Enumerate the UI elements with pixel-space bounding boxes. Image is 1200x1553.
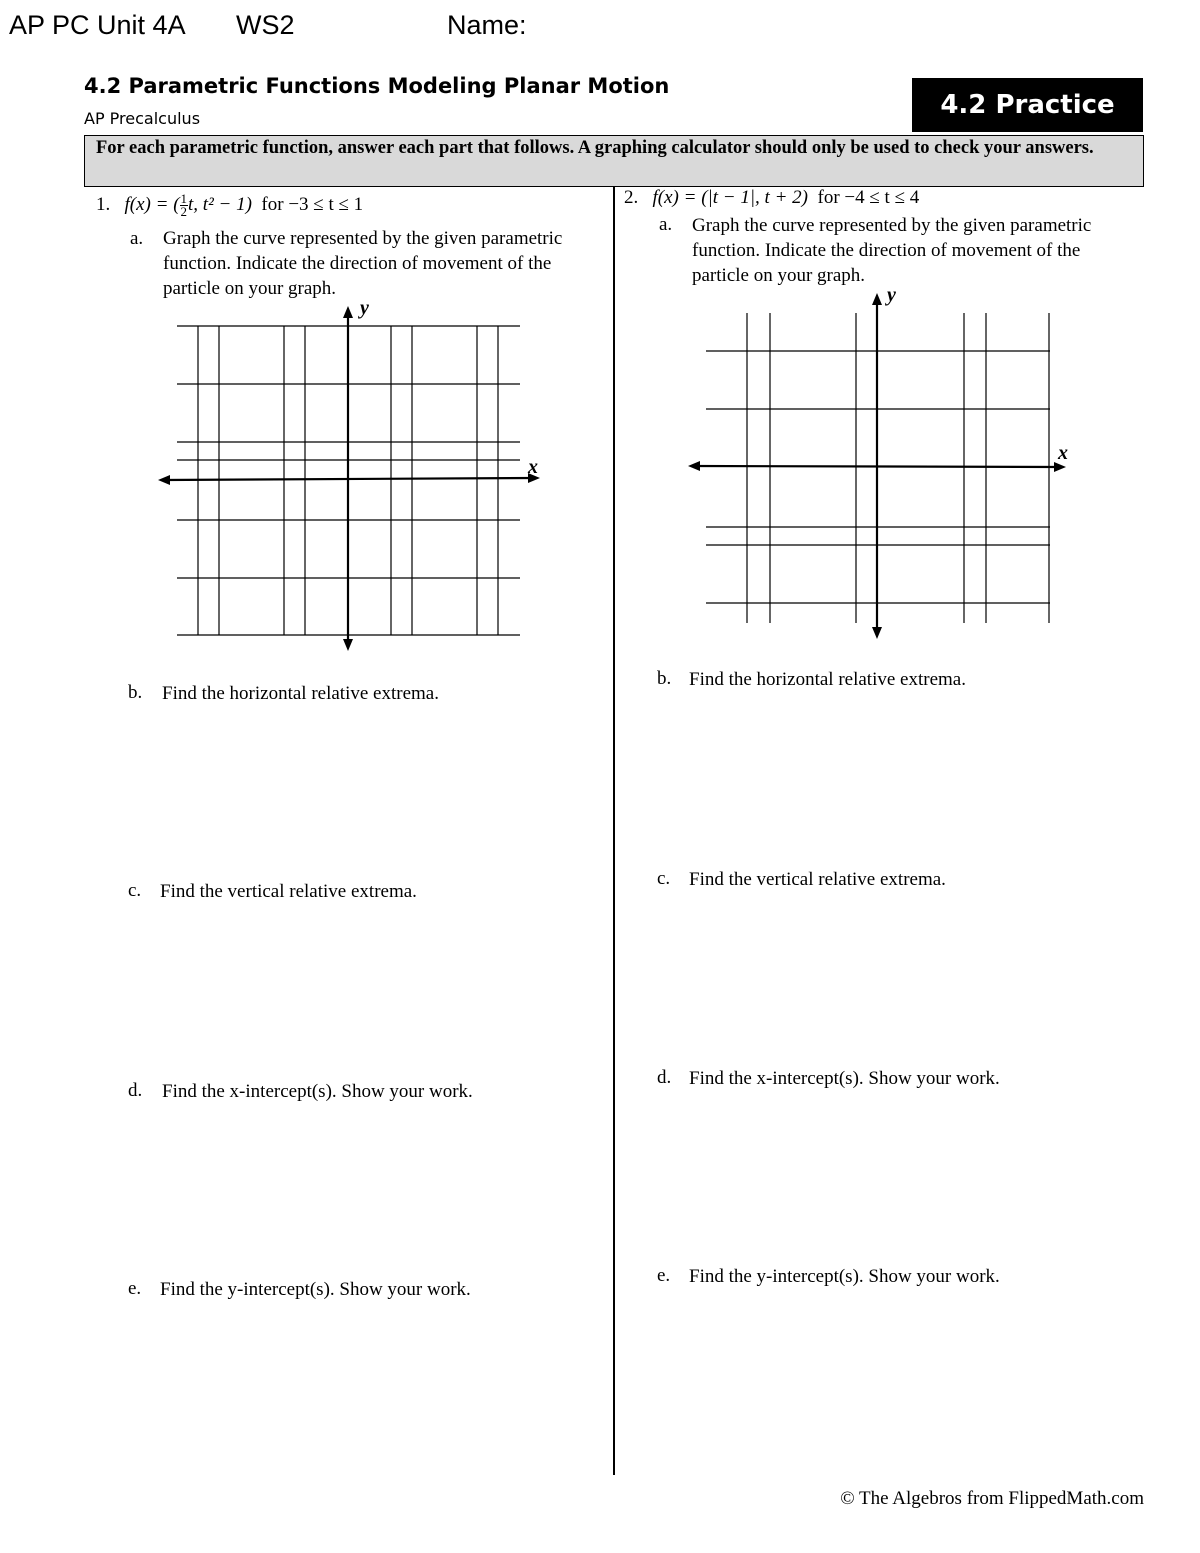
problem-2-number: 2. (624, 187, 639, 208)
x-axis-label: x (1058, 442, 1068, 464)
p1-part-e-label: e. (128, 1278, 142, 1299)
p1-part-c-label: c. (128, 880, 142, 901)
p2-part-b-text: Find the horizontal relative extrema. (689, 669, 966, 690)
p1-part-c-text: Find the vertical relative extrema. (160, 881, 417, 902)
practice-badge: 4.2 Practice (912, 78, 1143, 132)
p2-part-b-label: b. (657, 668, 672, 689)
problem-1-grid[interactable] (150, 298, 550, 658)
p2-part-d-label: d. (657, 1067, 672, 1088)
y-axis-label: y (360, 298, 369, 319)
p2-part-e-text: Find the y-intercept(s). Show your work. (689, 1266, 1000, 1287)
problem-2-grid[interactable] (680, 285, 1080, 645)
column-divider (613, 186, 615, 1475)
unit-label: AP PC Unit 4A (9, 10, 186, 40)
p2-part-a-text: Graph the curve represented by the given parametric function. Indicate the direction of movement of the particle on your graph. (692, 215, 1092, 286)
fraction-numerator: 1 (180, 191, 188, 206)
p1-part-a-text: Graph the curve represented by the given parametric function. Indicate the direction of movement of the particle on your graph. (163, 228, 563, 299)
p2-part-c-text: Find the vertical relative extrema. (689, 869, 946, 890)
y-axis-label: y (887, 285, 896, 306)
y-axis-arrow-up (872, 293, 882, 305)
problem-1-function-lhs: f(x) = ( (124, 193, 180, 215)
p2-part-e-label: e. (657, 1265, 671, 1286)
problem-2-function: f(x) = (|t − 1|, t + 2) (652, 187, 808, 208)
problem-1-domain: for −3 ≤ t ≤ 1 (261, 193, 364, 215)
name-label: Name: (447, 10, 527, 40)
y-axis-arrow-up (343, 306, 353, 318)
p1-part-d-label: d. (128, 1080, 143, 1101)
p1-part-a-label: a. (130, 228, 144, 249)
problem-2-statement (624, 187, 919, 209)
problem-2-domain: for −4 ≤ t ≤ 4 (817, 187, 920, 208)
copyright-footer: © The Algebros from FlippedMath.com (840, 1488, 1144, 1509)
x-axis-arrow-left (688, 461, 700, 471)
y-axis-arrow-down (343, 639, 353, 651)
problem-1-statement (96, 193, 363, 218)
problem-1-number: 1. (96, 193, 111, 215)
problem-1-function-rest: t, t² − 1) (188, 193, 252, 215)
problem-1-fraction (180, 193, 189, 218)
p2-part-d-text: Find the x-intercept(s). Show your work. (689, 1068, 1000, 1089)
p1-part-d-text: Find the x-intercept(s). Show your work. (162, 1081, 473, 1102)
fraction-denominator: 2 (180, 204, 188, 219)
p1-part-b-text: Find the horizontal relative extrema. (162, 683, 439, 704)
p1-part-e-text: Find the y-intercept(s). Show your work. (160, 1279, 471, 1300)
instructions-box: For each parametric function, answer each part that follows. A graphing calculator should only be used to check your answers. (84, 135, 1144, 187)
topic-title: 4.2 Parametric Functions Modeling Planar Motion (84, 74, 670, 98)
y-axis-arrow-down (872, 627, 882, 639)
course-label: AP Precalculus (84, 109, 201, 128)
worksheet-label: WS2 (236, 10, 295, 40)
x-axis-arrow-left (158, 475, 170, 485)
p2-part-c-label: c. (657, 868, 671, 889)
p2-part-a-label: a. (659, 214, 673, 235)
x-axis-label: x (528, 456, 538, 478)
p1-part-b-label: b. (128, 682, 143, 703)
